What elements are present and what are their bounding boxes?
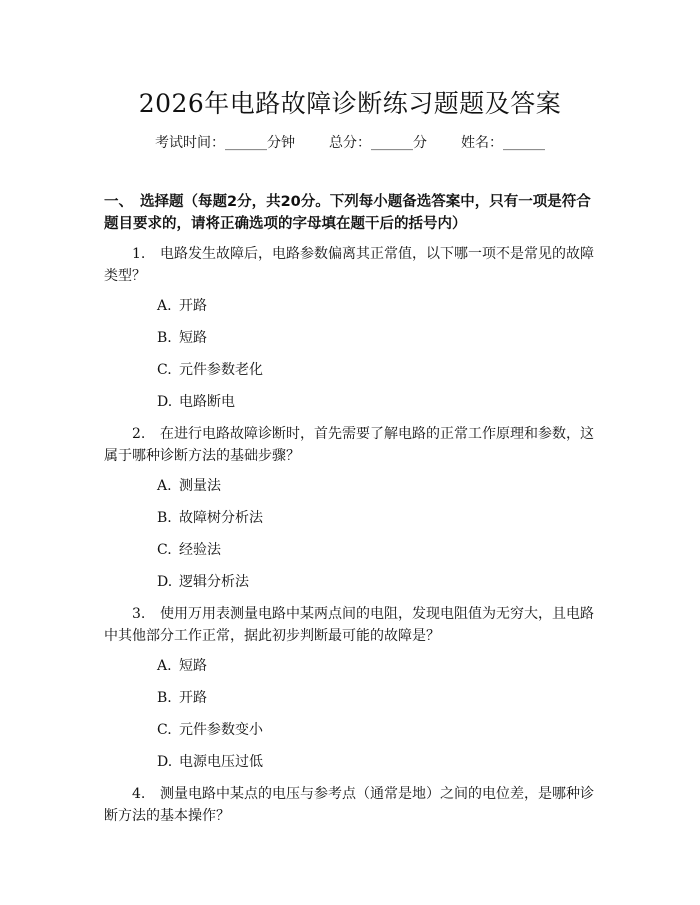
question-3-option-a (157, 656, 207, 676)
option-letter: B. (157, 330, 172, 346)
option-text: 电路断电 (179, 394, 235, 410)
option-text: 短路 (179, 330, 207, 346)
question-text: 测量电路中某点的电压与参考点（通常是地）之间的电位差，是哪种诊断方法的基本操作？ (104, 786, 594, 824)
total-score-unit: 分 (413, 135, 427, 151)
question-2 (104, 423, 604, 467)
option-text: 故障树分析法 (179, 510, 263, 526)
question-text: 使用万用表测量电路中某两点间的电阻，发现电阻值为无穷大，且电路中其他部分工作正常，据此初步判断最可能的故障是？ (104, 606, 594, 644)
section-number: 一、 (104, 194, 133, 210)
question-1-option-c (157, 360, 263, 380)
question-3-option-b (157, 688, 207, 708)
question-2-option-b (157, 508, 263, 528)
question-1-option-a (157, 296, 207, 316)
question-text: 在进行电路故障诊断时，首先需要了解电路的正常工作原理和参数，这属于哪种诊断方法的基础步骤？ (104, 426, 594, 464)
option-letter: C. (157, 722, 172, 738)
question-3-option-c (157, 720, 263, 740)
question-4 (104, 783, 604, 827)
total-score-label: 总分： (329, 135, 371, 151)
option-letter: B. (157, 510, 172, 526)
exam-time (155, 132, 295, 152)
option-text: 测量法 (179, 478, 221, 494)
option-text: 经验法 (179, 542, 221, 558)
question-number: 4. (132, 786, 146, 802)
option-letter: C. (157, 362, 172, 378)
option-text: 逻辑分析法 (179, 574, 249, 590)
question-number: 2. (132, 426, 146, 442)
total-score-blank: ______ (371, 135, 413, 151)
question-1 (104, 243, 604, 287)
option-letter: D. (157, 394, 173, 410)
student-name (461, 132, 545, 152)
question-number: 1. (132, 246, 146, 262)
question-1-option-d (157, 392, 235, 412)
student-name-blank: ______ (503, 135, 545, 151)
question-3 (104, 603, 604, 647)
total-score (329, 132, 427, 152)
question-1-option-b (157, 328, 207, 348)
question-text: 电路发生故障后，电路参数偏离其正常值，以下哪一项不是常见的故障类型？ (104, 246, 594, 284)
section-heading (104, 191, 604, 235)
exam-time-label: 考试时间： (155, 135, 225, 151)
option-text: 电源电压过低 (179, 754, 263, 770)
option-text: 开路 (179, 690, 207, 706)
document-title: 2026年电路故障诊断练习题题及答案 (138, 89, 562, 118)
option-text: 元件参数老化 (179, 362, 263, 378)
student-name-label: 姓名： (461, 135, 503, 151)
option-letter: A. (157, 478, 172, 494)
option-text: 开路 (179, 298, 207, 314)
question-2-option-c (157, 540, 221, 560)
exam-time-blank: ______ (225, 135, 267, 151)
option-letter: D. (157, 754, 173, 770)
option-letter: B. (157, 690, 172, 706)
question-3-option-d (157, 752, 263, 772)
option-letter: A. (157, 658, 172, 674)
section-text: 选择题（每题2分，共20分。下列每小题备选答案中，只有一项是符合题目要求的，请将正确选项的字母填在题干后的括号内） (104, 194, 591, 232)
exam-time-unit: 分钟 (267, 135, 295, 151)
option-letter: A. (157, 298, 172, 314)
option-letter: C. (157, 542, 172, 558)
option-letter: D. (157, 574, 173, 590)
exam-info-line (0, 132, 700, 152)
option-text: 短路 (179, 658, 207, 674)
question-2-option-a (157, 476, 221, 496)
question-2-option-d (157, 572, 249, 592)
question-number: 3. (132, 606, 146, 622)
option-text: 元件参数变小 (179, 722, 263, 738)
